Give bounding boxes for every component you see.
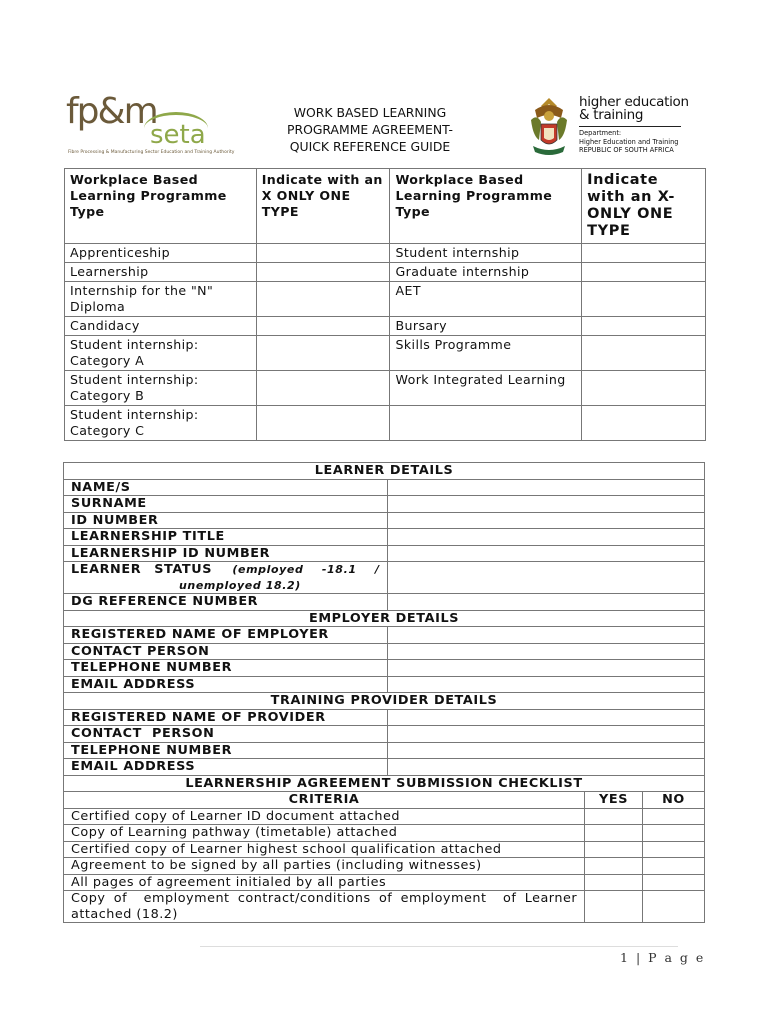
table-row	[65, 317, 706, 336]
criteria-item: Copy of Learning pathway (timetable) attached	[64, 825, 585, 842]
dhet-line-1: higher education	[579, 94, 689, 110]
table-row	[65, 336, 706, 371]
checklist-header-row	[64, 792, 705, 809]
yes-cell[interactable]	[585, 825, 643, 842]
table-row	[64, 874, 705, 891]
select-cell[interactable]	[256, 244, 390, 263]
logo-tagline: Fibre Processing & Manufacturing Sector Education and Training Authority	[68, 150, 235, 155]
section-header-employer	[64, 610, 705, 627]
select-cell[interactable]	[582, 406, 706, 441]
yes-cell[interactable]	[585, 891, 643, 923]
title-line-3: QUICK REFERENCE GUIDE	[289, 139, 451, 154]
dhet-line-3: Department:	[579, 129, 622, 137]
programme-name: Skills Programme	[390, 336, 582, 371]
programme-name: AET	[390, 282, 582, 317]
learnership-title-input[interactable]	[387, 529, 704, 546]
programme-type-table	[64, 168, 706, 441]
table-row	[64, 627, 705, 644]
criteria-item: Certified copy of Learner highest school qualification attached	[64, 841, 585, 858]
yes-cell[interactable]	[585, 858, 643, 875]
dhet-line-4: Higher Education and Training	[579, 137, 679, 146]
table-row	[64, 825, 705, 842]
provider-details-title: TRAINING PROVIDER DETAILS	[64, 693, 705, 710]
select-cell[interactable]	[582, 317, 706, 336]
field-label: NAME/S	[64, 479, 388, 496]
section-header-checklist	[64, 775, 705, 792]
dhet-subtitle	[579, 129, 678, 155]
document-title	[245, 104, 495, 155]
table-row	[65, 371, 706, 406]
table-row	[64, 726, 705, 743]
no-cell[interactable]	[643, 891, 705, 923]
table-row	[64, 545, 705, 562]
section-header-learner	[64, 463, 705, 480]
table-row	[64, 594, 705, 611]
field-label: TELEPHONE NUMBER	[64, 660, 388, 677]
programme-name: Candidacy	[65, 317, 257, 336]
table-row	[64, 643, 705, 660]
header-indicate-2: Indicate with an X- ONLY ONE TYPE	[582, 169, 706, 244]
logo-main-text: fp&m	[66, 91, 157, 132]
status-note-2: unemployed 18.2)	[179, 578, 301, 592]
select-cell[interactable]	[582, 263, 706, 282]
select-cell[interactable]	[256, 371, 390, 406]
dhet-line-5: REPUBLIC OF SOUTH AFRICA	[579, 146, 674, 154]
page-number-value: 1	[620, 950, 630, 965]
employer-name-input[interactable]	[387, 627, 704, 644]
field-label: REGISTERED NAME OF PROVIDER	[64, 709, 388, 726]
programme-name: Work Integrated Learning	[390, 371, 582, 406]
field-label: LEARNERSHIP TITLE	[64, 529, 388, 546]
criteria-item: Certified copy of Learner ID document attached	[64, 808, 585, 825]
field-label: TELEPHONE NUMBER	[64, 742, 388, 759]
employer-email-input[interactable]	[387, 676, 704, 693]
field-label: ID NUMBER	[64, 512, 388, 529]
select-cell[interactable]	[256, 263, 390, 282]
programme-name: Learnership	[65, 263, 257, 282]
dhet-divider	[579, 126, 681, 127]
field-label: LEARNERSHIP ID NUMBER	[64, 545, 388, 562]
logo-sub-text: seta	[150, 120, 206, 150]
provider-name-input[interactable]	[387, 709, 704, 726]
yes-header: YES	[585, 792, 643, 809]
table-row	[64, 529, 705, 546]
no-cell[interactable]	[643, 858, 705, 875]
select-cell[interactable]	[582, 336, 706, 371]
provider-email-input[interactable]	[387, 759, 704, 776]
learner-status-input[interactable]	[387, 562, 704, 594]
provider-phone-input[interactable]	[387, 742, 704, 759]
page-number	[620, 950, 705, 965]
dhet-logo	[527, 96, 687, 160]
table-row	[64, 479, 705, 496]
table-row	[64, 676, 705, 693]
table-row	[65, 244, 706, 263]
criteria-header: CRITERIA	[64, 792, 585, 809]
learnership-id-input[interactable]	[387, 545, 704, 562]
field-label: EMAIL ADDRESS	[64, 759, 388, 776]
id-number-input[interactable]	[387, 512, 704, 529]
title-line-2: PROGRAMME AGREEMENT-	[287, 122, 453, 137]
title-line-1: WORK BASED LEARNING	[293, 105, 447, 120]
section-header-provider	[64, 693, 705, 710]
page-label: | P a g e	[635, 950, 706, 965]
header-programme-type-2: Workplace Based Learning Programme Type	[390, 169, 582, 244]
programme-name: Student internship: Category B	[65, 371, 257, 406]
select-cell[interactable]	[582, 244, 706, 263]
table-row	[64, 742, 705, 759]
details-table	[63, 462, 705, 923]
programme-name: Internship for the "N" Diploma	[65, 282, 257, 317]
dhet-line-2: & training	[579, 107, 644, 123]
table-row	[64, 891, 705, 923]
programme-name	[390, 406, 582, 441]
status-title: LEARNER STATUS	[71, 562, 213, 577]
dhet-title	[579, 96, 689, 122]
no-cell[interactable]	[643, 825, 705, 842]
programme-name: Student internship: Category C	[65, 406, 257, 441]
table-row	[64, 512, 705, 529]
checklist-title: LEARNERSHIP AGREEMENT SUBMISSION CHECKLIST	[64, 775, 705, 792]
criteria-item: Copy of employment contract/conditions of employment of Learner attached (18.2)	[64, 891, 585, 923]
table-row	[64, 709, 705, 726]
table-row	[65, 406, 706, 441]
field-label: CONTACT PERSON	[64, 643, 388, 660]
yes-cell[interactable]	[585, 808, 643, 825]
table-row	[64, 808, 705, 825]
learner-status-label	[64, 562, 388, 594]
programme-header-row	[65, 169, 706, 244]
select-cell[interactable]	[582, 371, 706, 406]
yes-cell[interactable]	[585, 874, 643, 891]
employer-contact-input[interactable]	[387, 643, 704, 660]
status-line-1	[71, 562, 380, 578]
programme-name: Bursary	[390, 317, 582, 336]
yes-cell[interactable]	[585, 841, 643, 858]
employer-phone-input[interactable]	[387, 660, 704, 677]
coat-of-arms-icon	[527, 96, 571, 158]
provider-contact-input[interactable]	[387, 726, 704, 743]
programme-name: Student internship: Category A	[65, 336, 257, 371]
programme-name: Student internship	[390, 244, 582, 263]
status-note-1: (employed -18.1 /	[232, 563, 380, 576]
table-row	[65, 263, 706, 282]
table-row	[64, 562, 705, 594]
field-label: SURNAME	[64, 496, 388, 513]
field-label: REGISTERED NAME OF EMPLOYER	[64, 627, 388, 644]
fpm-seta-logo	[66, 91, 235, 164]
field-label: DG REFERENCE NUMBER	[64, 594, 388, 611]
surname-input[interactable]	[387, 496, 704, 513]
field-label: CONTACT PERSON	[64, 726, 388, 743]
criteria-item: Agreement to be signed by all parties (including witnesses)	[64, 858, 585, 875]
header-programme-type-1: Workplace Based Learning Programme Type	[65, 169, 257, 244]
learner-details-title: LEARNER DETAILS	[64, 463, 705, 480]
table-row	[64, 496, 705, 513]
table-row	[64, 759, 705, 776]
programme-name: Apprenticeship	[65, 244, 257, 263]
name-input[interactable]	[387, 479, 704, 496]
table-row	[64, 858, 705, 875]
no-cell[interactable]	[643, 841, 705, 858]
no-cell[interactable]	[643, 808, 705, 825]
select-cell[interactable]	[256, 317, 390, 336]
employer-details-title: EMPLOYER DETAILS	[64, 610, 705, 627]
programme-name: Graduate internship	[390, 263, 582, 282]
select-cell[interactable]	[256, 282, 390, 317]
select-cell[interactable]	[256, 406, 390, 441]
table-row	[65, 282, 706, 317]
header-indicate-1: Indicate with an X ONLY ONE TYPE	[256, 169, 390, 244]
field-label: EMAIL ADDRESS	[64, 676, 388, 693]
dg-reference-input[interactable]	[387, 594, 704, 611]
table-row	[64, 841, 705, 858]
no-header: NO	[643, 792, 705, 809]
footer-divider	[200, 946, 678, 947]
criteria-item: All pages of agreement initialed by all parties	[64, 874, 585, 891]
select-cell[interactable]	[256, 336, 390, 371]
select-cell[interactable]	[582, 282, 706, 317]
no-cell[interactable]	[643, 874, 705, 891]
table-row	[64, 660, 705, 677]
